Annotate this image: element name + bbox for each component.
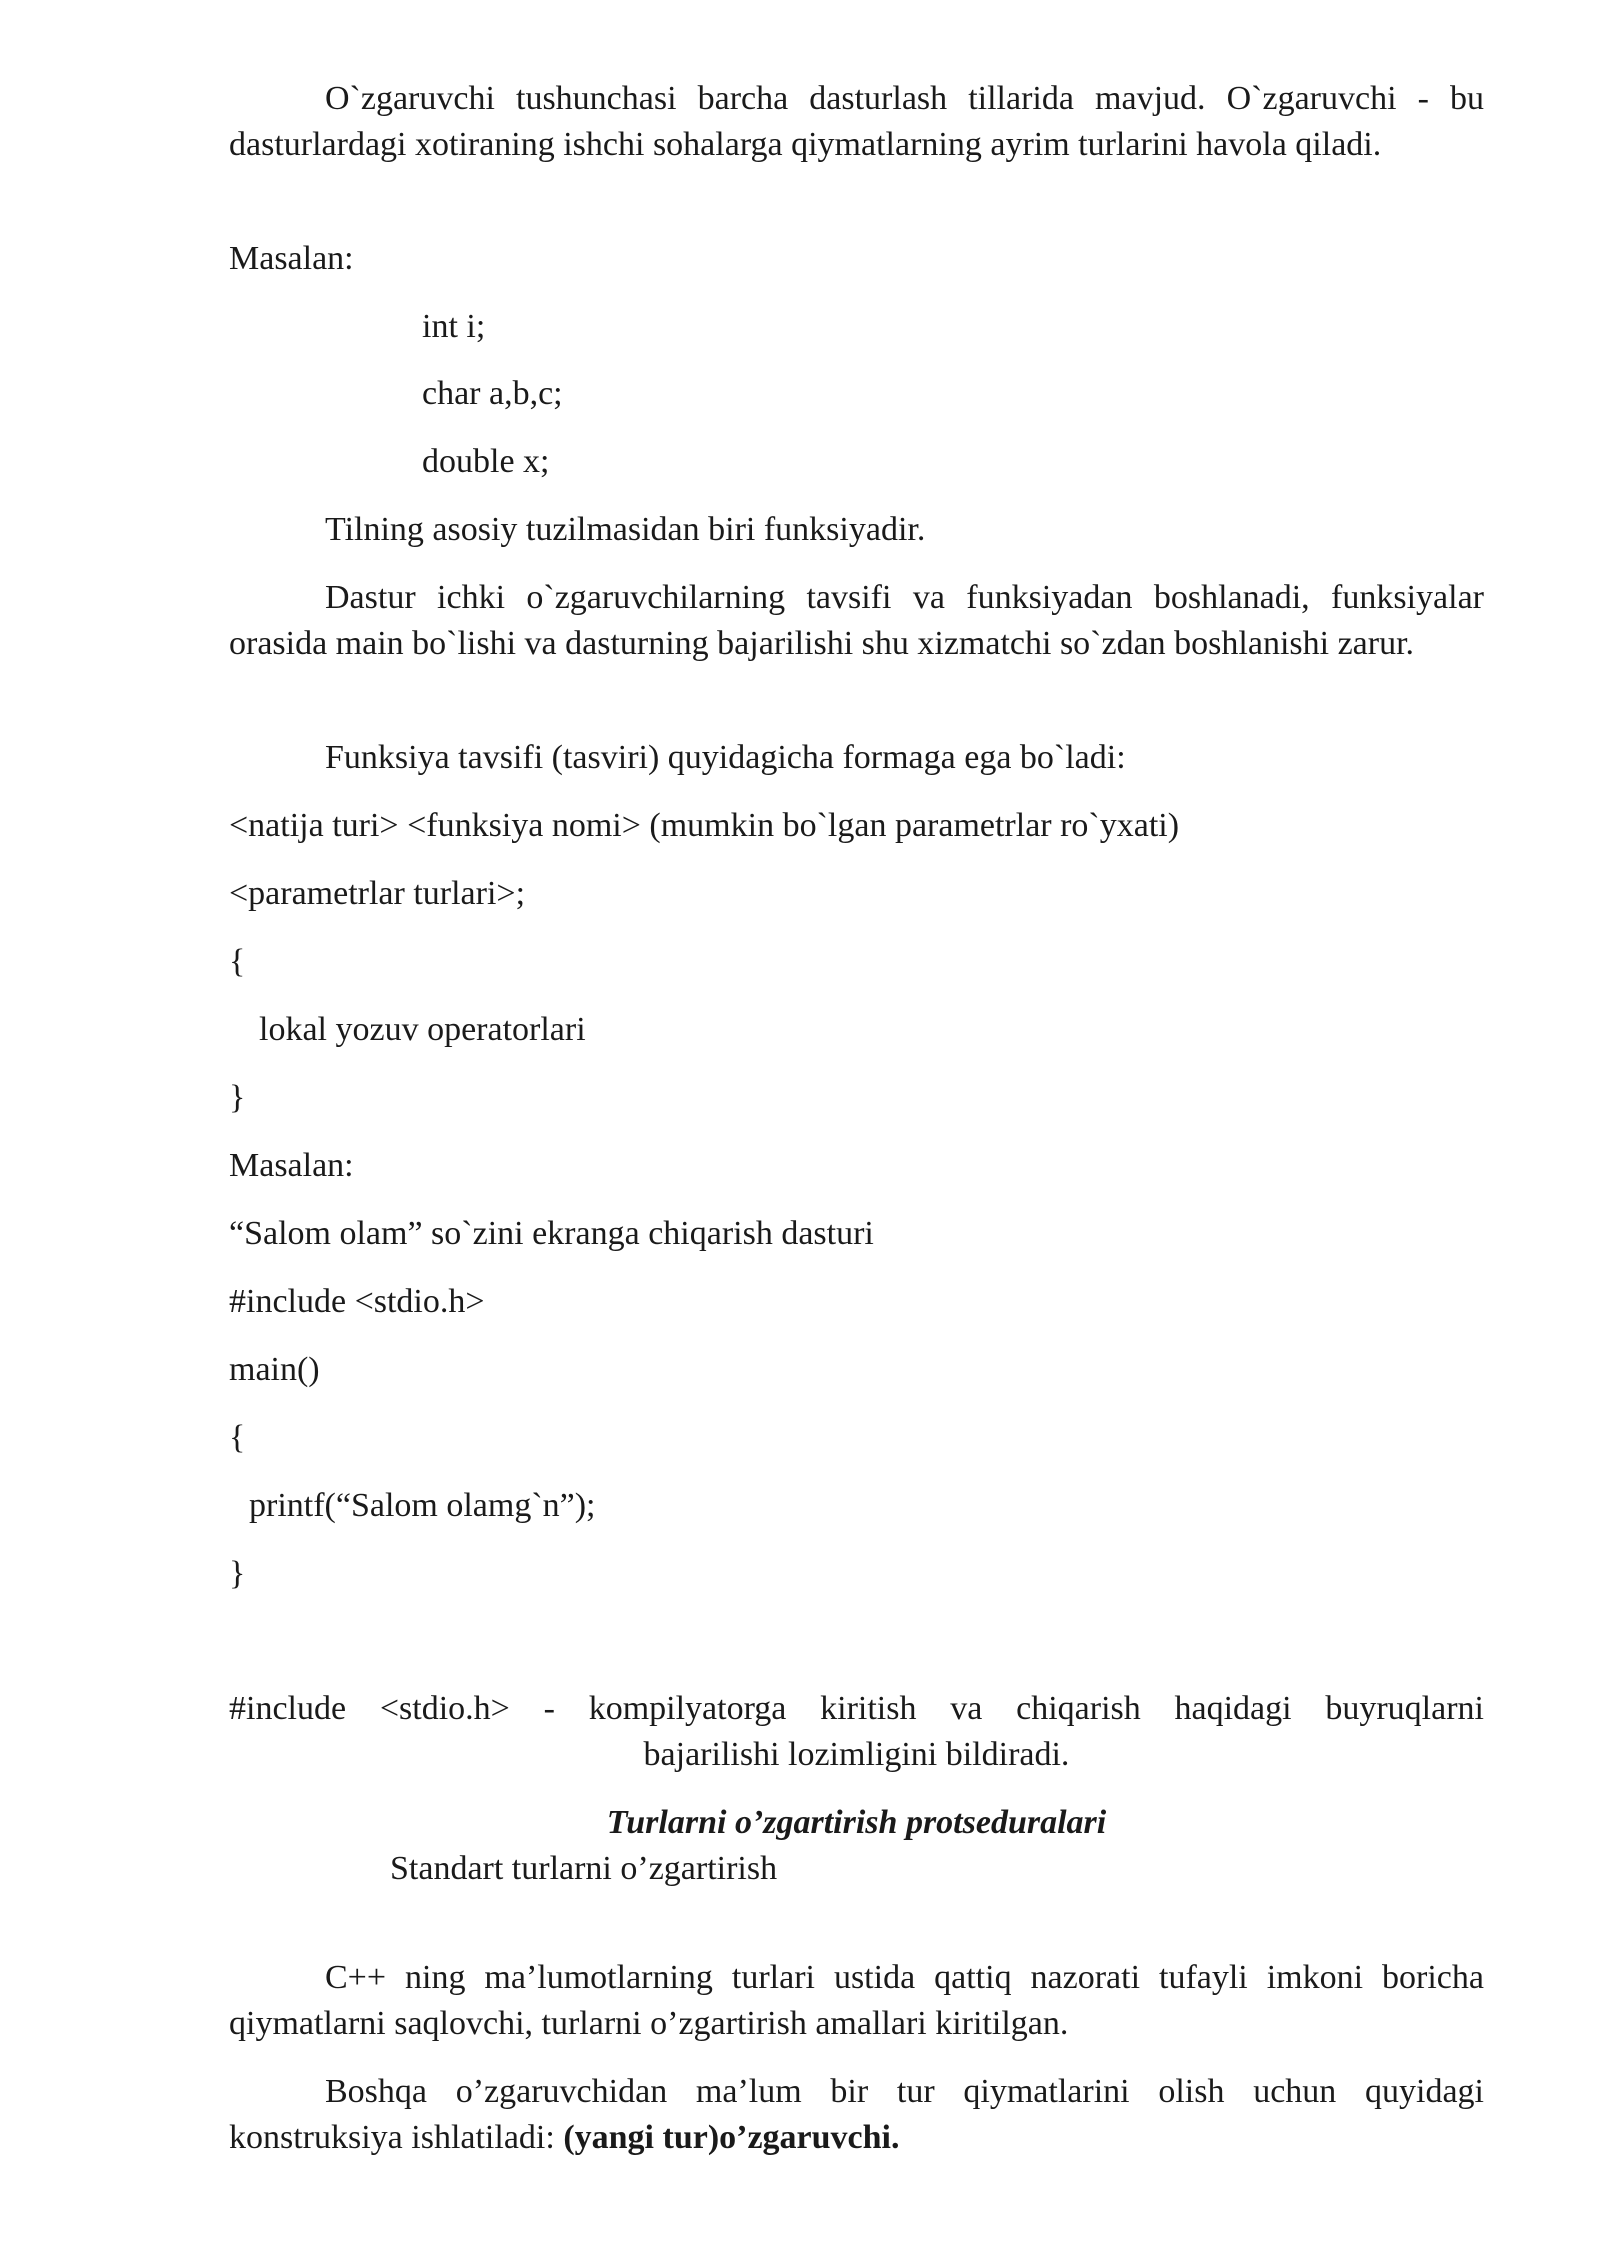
paragraph-text: Boshqa o’zgaruvchidan ma’lum bir tur qiymatlarini olish uchun quyidagi konstruksiya ishlatiladi: [229, 2073, 1484, 2156]
example-label: Masalan: [229, 240, 354, 277]
example-label: Masalan: [229, 1147, 354, 1184]
cast-syntax: (yangi tur)o’zgaruvchi. [563, 2119, 900, 2156]
brace-open: { [229, 943, 246, 980]
code-line: char a,b,c; [422, 375, 563, 412]
paragraph-functions: Tilning asosiy tuzilmasidan biri funksiyadir. [325, 511, 926, 548]
function-parameters-line: <parametrlar turlari>; [229, 875, 526, 912]
example-title: “Salom olam” so`zini ekranga chiqarish dasturi [229, 1215, 874, 1252]
paragraph-type-conversion: C++ ning ma’lumotlarning turlari ustida qattiq nazorati tufayli imkoni boricha qiymatlarni saqlovchi, turlarni o’zgartirish amallari kiritilgan. [229, 1959, 1484, 2042]
function-body-line: lokal yozuv operatorlari [259, 1011, 586, 1048]
code-line: main() [229, 1351, 320, 1388]
code-line: } [229, 1555, 246, 1592]
include-description-line: bajarilishi lozimligini bildiradi. [643, 1736, 1070, 1773]
section-heading: Turlarni o’zgartirish protseduralari [606, 1804, 1107, 1841]
include-description [229, 1686, 1484, 1778]
paragraph-cast-construct [229, 2069, 1484, 2161]
include-description-line: #include <stdio.h> - kompilyatorga kiritish va chiqarish haqidagi buyruqlarni [229, 1690, 1484, 1727]
paragraph-function-description: Funksiya tavsifi (tasviri) quyidagicha formaga ega bo`ladi: [325, 739, 1126, 776]
code-line: double x; [422, 443, 550, 480]
code-line: #include <stdio.h> [229, 1283, 485, 1320]
code-line: int i; [422, 308, 486, 345]
function-signature-line: <natija turi> <funksiya nomi> (mumkin bo`lgan parametrlar ro`yxati) [229, 807, 1180, 844]
paragraph-variable-concept: O`zgaruvchi tushunchasi barcha dasturlash tillarida mavjud. O`zgaruvchi - bu dasturlardagi xotiraning ishchi sohalarga qiymatlarning ayrim turlarini havola qiladi. [229, 80, 1484, 163]
code-line: { [229, 1419, 246, 1456]
paragraph-program-start: Dastur ichki o`zgaruvchilarning tavsifi va funksiyadan boshlanadi, funksiyalar orasida main bo`lishi va dasturning bajarilishi shu xizmatchi so`zdan boshlanishi zarur. [229, 579, 1484, 662]
brace-close: } [229, 1079, 246, 1116]
section-subheading: Standart turlarni o’zgartirish [390, 1850, 778, 1887]
code-line: printf(“Salom olamg`n”); [249, 1487, 596, 1524]
